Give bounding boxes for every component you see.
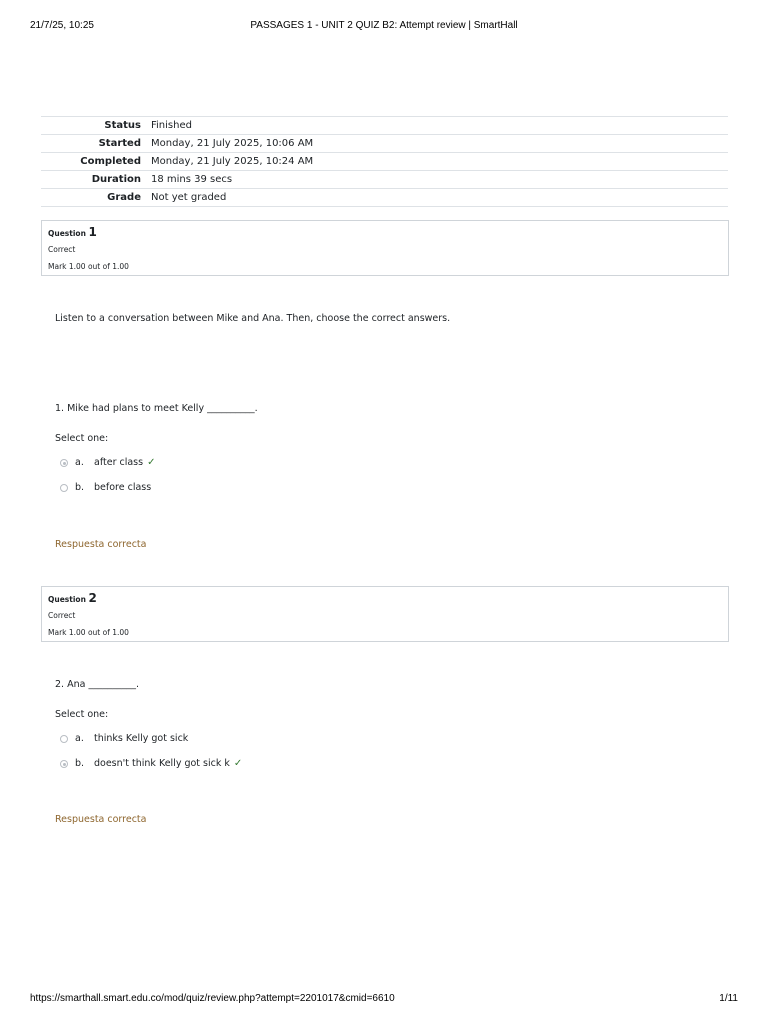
question-state: Correct [48,245,76,254]
question-1-select-label: Select one: [55,433,109,444]
option-text: after class [94,457,144,468]
question-number: 2 [88,591,97,605]
option-letter: b. [75,482,85,493]
summary-value: 18 mins 39 secs [151,174,233,185]
check-icon: ✓ [147,457,156,468]
option-text: doesn't think Kelly got sick k [94,758,230,769]
question-number-line [48,225,722,239]
question-1-feedback: Respuesta correcta [55,539,147,550]
question-prefix: Question [48,229,86,238]
question-number-line [48,591,722,605]
check-icon: ✓ [233,758,243,769]
option-letter: b. [75,758,85,769]
summary-row-duration [41,171,728,189]
summary-row-started [41,135,728,153]
question-1-info [41,220,729,276]
print-page-number: 1/11 [719,993,738,1004]
question-1-prompt: 1. Mike had plans to meet Kelly __________. [55,403,258,414]
question-2-option-b[interactable] [60,757,242,771]
summary-value: Monday, 21 July 2025, 10:06 AM [151,138,314,149]
question-state: Correct [48,611,76,620]
radio-button[interactable] [60,735,68,743]
summary-label: Duration [91,174,141,185]
option-text: before class [94,482,152,493]
attempt-summary-table [41,116,728,207]
summary-row-grade [41,189,728,207]
question-prefix: Question [48,595,86,604]
summary-label: Started [98,138,141,149]
option-letter: a. [75,733,84,744]
print-header [30,20,738,34]
question-number: 1 [88,225,97,239]
print-page-title: PASSAGES 1 - UNIT 2 QUIZ B2: Attempt review | SmartHall [250,20,518,31]
option-letter: a. [75,457,84,468]
summary-value: Monday, 21 July 2025, 10:24 AM [151,156,314,167]
question-1-option-b[interactable] [60,481,151,495]
question-2-option-a[interactable] [60,732,188,746]
summary-row-status [41,117,728,135]
question-2-prompt: 2. Ana __________. [55,679,139,690]
summary-label: Status [104,120,141,131]
radio-button[interactable] [60,484,68,492]
question-2-feedback: Respuesta correcta [55,814,147,825]
option-text: thinks Kelly got sick [94,733,189,744]
print-footer [30,993,738,1007]
print-url: https://smarthall.smart.edu.co/mod/quiz/review.php?attempt=2201017&cmid=6610 [30,993,395,1004]
summary-label: Completed [80,156,141,167]
summary-label: Grade [107,192,141,203]
question-2-select-label: Select one: [55,709,109,720]
print-datetime: 21/7/25, 10:25 [30,20,94,31]
question-1-option-a[interactable] [60,456,155,470]
radio-button[interactable] [60,760,68,768]
question-grade: Mark 1.00 out of 1.00 [48,628,129,637]
question-2-info [41,586,729,642]
summary-value: Finished [151,120,192,131]
question-1-intro: Listen to a conversation between Mike and Ana. Then, choose the correct answers. [55,313,451,324]
summary-row-completed [41,153,728,171]
question-grade: Mark 1.00 out of 1.00 [48,262,129,271]
summary-value: Not yet graded [151,192,227,203]
radio-button[interactable] [60,459,68,467]
